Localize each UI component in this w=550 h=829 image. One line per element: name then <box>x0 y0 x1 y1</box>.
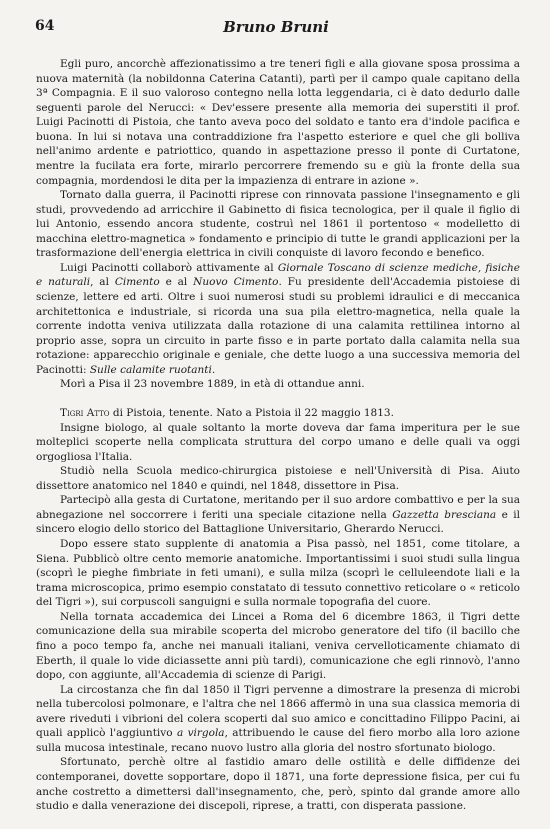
paragraph <box>36 377 520 392</box>
paragraph <box>36 537 520 610</box>
paragraph <box>36 610 520 683</box>
text-run: Egli puro, ancorchè affezionatissimo a tre teneri figli e alla giovane sposa prossima a nuova maternità (la nobildonna Caterina Catanti), partì per il campo quale capitano della 3ª Compagnia. E il suo valoroso contegno nella lotta leggendaria, ci è dato dedurlo dalle seguenti parole del Nerucci: « Dev'essere presente alla memoria dei superstiti il prof. Luigi Pacinotti di Pistoia, che tanto aveva poco del soldato e tanto era d'indole pacifica e buona. In lui si notava una contraddizione fra l'aspetto esteriore e quel che gli bolliva nell'animo ardente e patriottico, quando in aspettazione presso il ponte di Curtatone, mentre la fucilata era forte, mirarlo percorrere fremendo su e giù la fronte della sua compagnia, mordendosi le dita per la impazienza di entrare in azione ». <box>36 58 520 187</box>
paragraph <box>36 57 520 188</box>
paragraph <box>36 493 520 537</box>
text-run: Sfortunato, perchè oltre al fastidio amaro delle ostilità e delle diffidenze dei contemporanei, dovette sopportare, dopo il 1871, una forte depressione fisica, per cui fu anche costretto a dimettersi dall'insegnamento, che, però, spinto dal grande amore allo studio e dalla venerazione dei discepoli, riprese, a tratti, con disperata passione. <box>36 756 520 813</box>
entry-name: Tigri Atto <box>60 406 110 419</box>
text-run: , attribuendo le cause del fiero morbo alla loro azione sulla mucosa intestinale, recano nuovo lustro alla gloria del nostro sfortunato biologo. <box>36 727 520 754</box>
entry-heading <box>36 406 520 421</box>
italic-text: Giornale Toscano di scienze mediche, fisiche e naturali <box>36 261 520 289</box>
paragraph <box>36 755 520 813</box>
page-header <box>35 18 517 40</box>
italic-text: a virgola <box>176 727 225 740</box>
text-run: Partecipò alla gesta di Curtatone, meritando per il suo ardore combattivo e per la sua abnegazione nel soccorrere i feriti una speciale citazione nella <box>36 494 520 521</box>
text-run: di Pistoia, tenente. Nato a Pistoia il 22 maggio 1813. <box>109 406 394 419</box>
page-number: 64 <box>35 18 55 34</box>
text-run: Nella tornata accademica dei Lincei a Roma del 6 dicembre 1863, il Tigri dette comunicazione della sua mirabile scoperta del microbo generatore del tifo (il bacillo che fino a poco tempo fa, anche nei manuali italiani, veniva cervelloticamente chiamato di Eberth, il quale lo vide diciassette anni più tardi), comunicazione che egli rinnovò, l'anno dopo, con aggiunte, all'Accademia di scienze di Parigi. <box>36 610 520 682</box>
paragraph <box>36 464 520 493</box>
text-run: . <box>211 363 216 376</box>
text-run: e il sincero elogio dello storico del Battaglione Universitario, Gherardo Nerucci. <box>36 508 520 536</box>
paragraph <box>36 683 520 756</box>
italic-text: Gazzetta bresciana <box>392 508 497 521</box>
text-run: . Fu presidente dell'Accademia pistoiese di scienze, lettere ed arti. Oltre i suoi numerosi studi su problemi idraulici e di meccanica architettonica e industriale, si ricorda una sua pila elettro-magnetica, nella quale la corrente indotta veniva utilizzata dalla rotazione di una calamita rettilinea intorno al proprio asse, sopra un circuito in parte fisso e in parte portato dalla calamita nella sua rotazione: apparecchio originale e geniale, che dette luogo a una successiva memoria del Pacinotti: <box>36 276 520 376</box>
text-run: La circostanza che fin dal 1850 il Tigri pervenne a dimostrare la presenza di microbi nella tubercolosi polmonare, e l'altra che nel 1866 affermò in una sua classica memoria di avere riveduti i vibrioni del colera scoperti dal suo amico e concittadino Filippo Pacini, ai quali applicò l'aggiuntivo <box>36 683 520 740</box>
italic-text: Cimento <box>114 276 160 289</box>
text-run: , al <box>90 276 115 289</box>
text-run: Morì a Pisa il 23 novembre 1889, in età di ottandue anni. <box>60 378 365 391</box>
paragraph <box>36 261 520 378</box>
text-run: Tornato dalla guerra, il Pacinotti riprese con rinnovata passione l'insegnamento e gli studi, provvedendo ad arricchire il Gabinetto di fisica tecnologica, per il quale il figlio di lui Antonio, essendo ancora studente, costruì nel 1861 il portentoso « modelletto di macchina elettro-magnetica » fondamento e principio di tutte le grandi applicazioni per la trasformazione dell'energia elettrica in civili conquiste di lavoro fecondo e benefico. <box>36 189 520 260</box>
text-run: Studiò nella Scuola medico-chirurgica pistoiese e nell'Università di Pisa. Aiuto dissettore anatomico nel 1840 e quindi, nel 1848, dissettore in Pisa. <box>36 465 520 492</box>
text-run: Dopo essere stato supplente di anatomia a Pisa passò, nel 1851, come titolare, a Siena. Pubblicò oltre cento memorie anatomiche. Importantissimi i suoi studi sulla lingua (scoprì le pieghe fimbriate in feti umani), e sulla milza (scoprì le celluleendote liali e la trama microscopica, primo esempio constatato di tessuto connettivo reticolare o « reticolo del Tigri »), sui corpuscoli sanguigni e sulla normale topografia del cuore. <box>36 538 520 609</box>
paragraph <box>36 188 520 261</box>
paragraph <box>36 421 520 465</box>
running-head: Bruno Bruni <box>223 18 329 36</box>
text-run: e al <box>159 276 194 289</box>
text-run: Luigi Pacinotti collaborò attivamente al <box>60 261 278 274</box>
italic-text: Nuovo Cimento <box>193 276 279 289</box>
text-run: Insigne biologo, al quale soltanto la morte doveva dar fama imperitura per le sue molteplici scoperte nella complicata struttura del corpo umano e delle quali va oggi orgogliosa l'Italia. <box>36 421 520 463</box>
italic-text: Sulle calamite ruotanti <box>89 363 212 376</box>
body-text <box>36 57 520 814</box>
